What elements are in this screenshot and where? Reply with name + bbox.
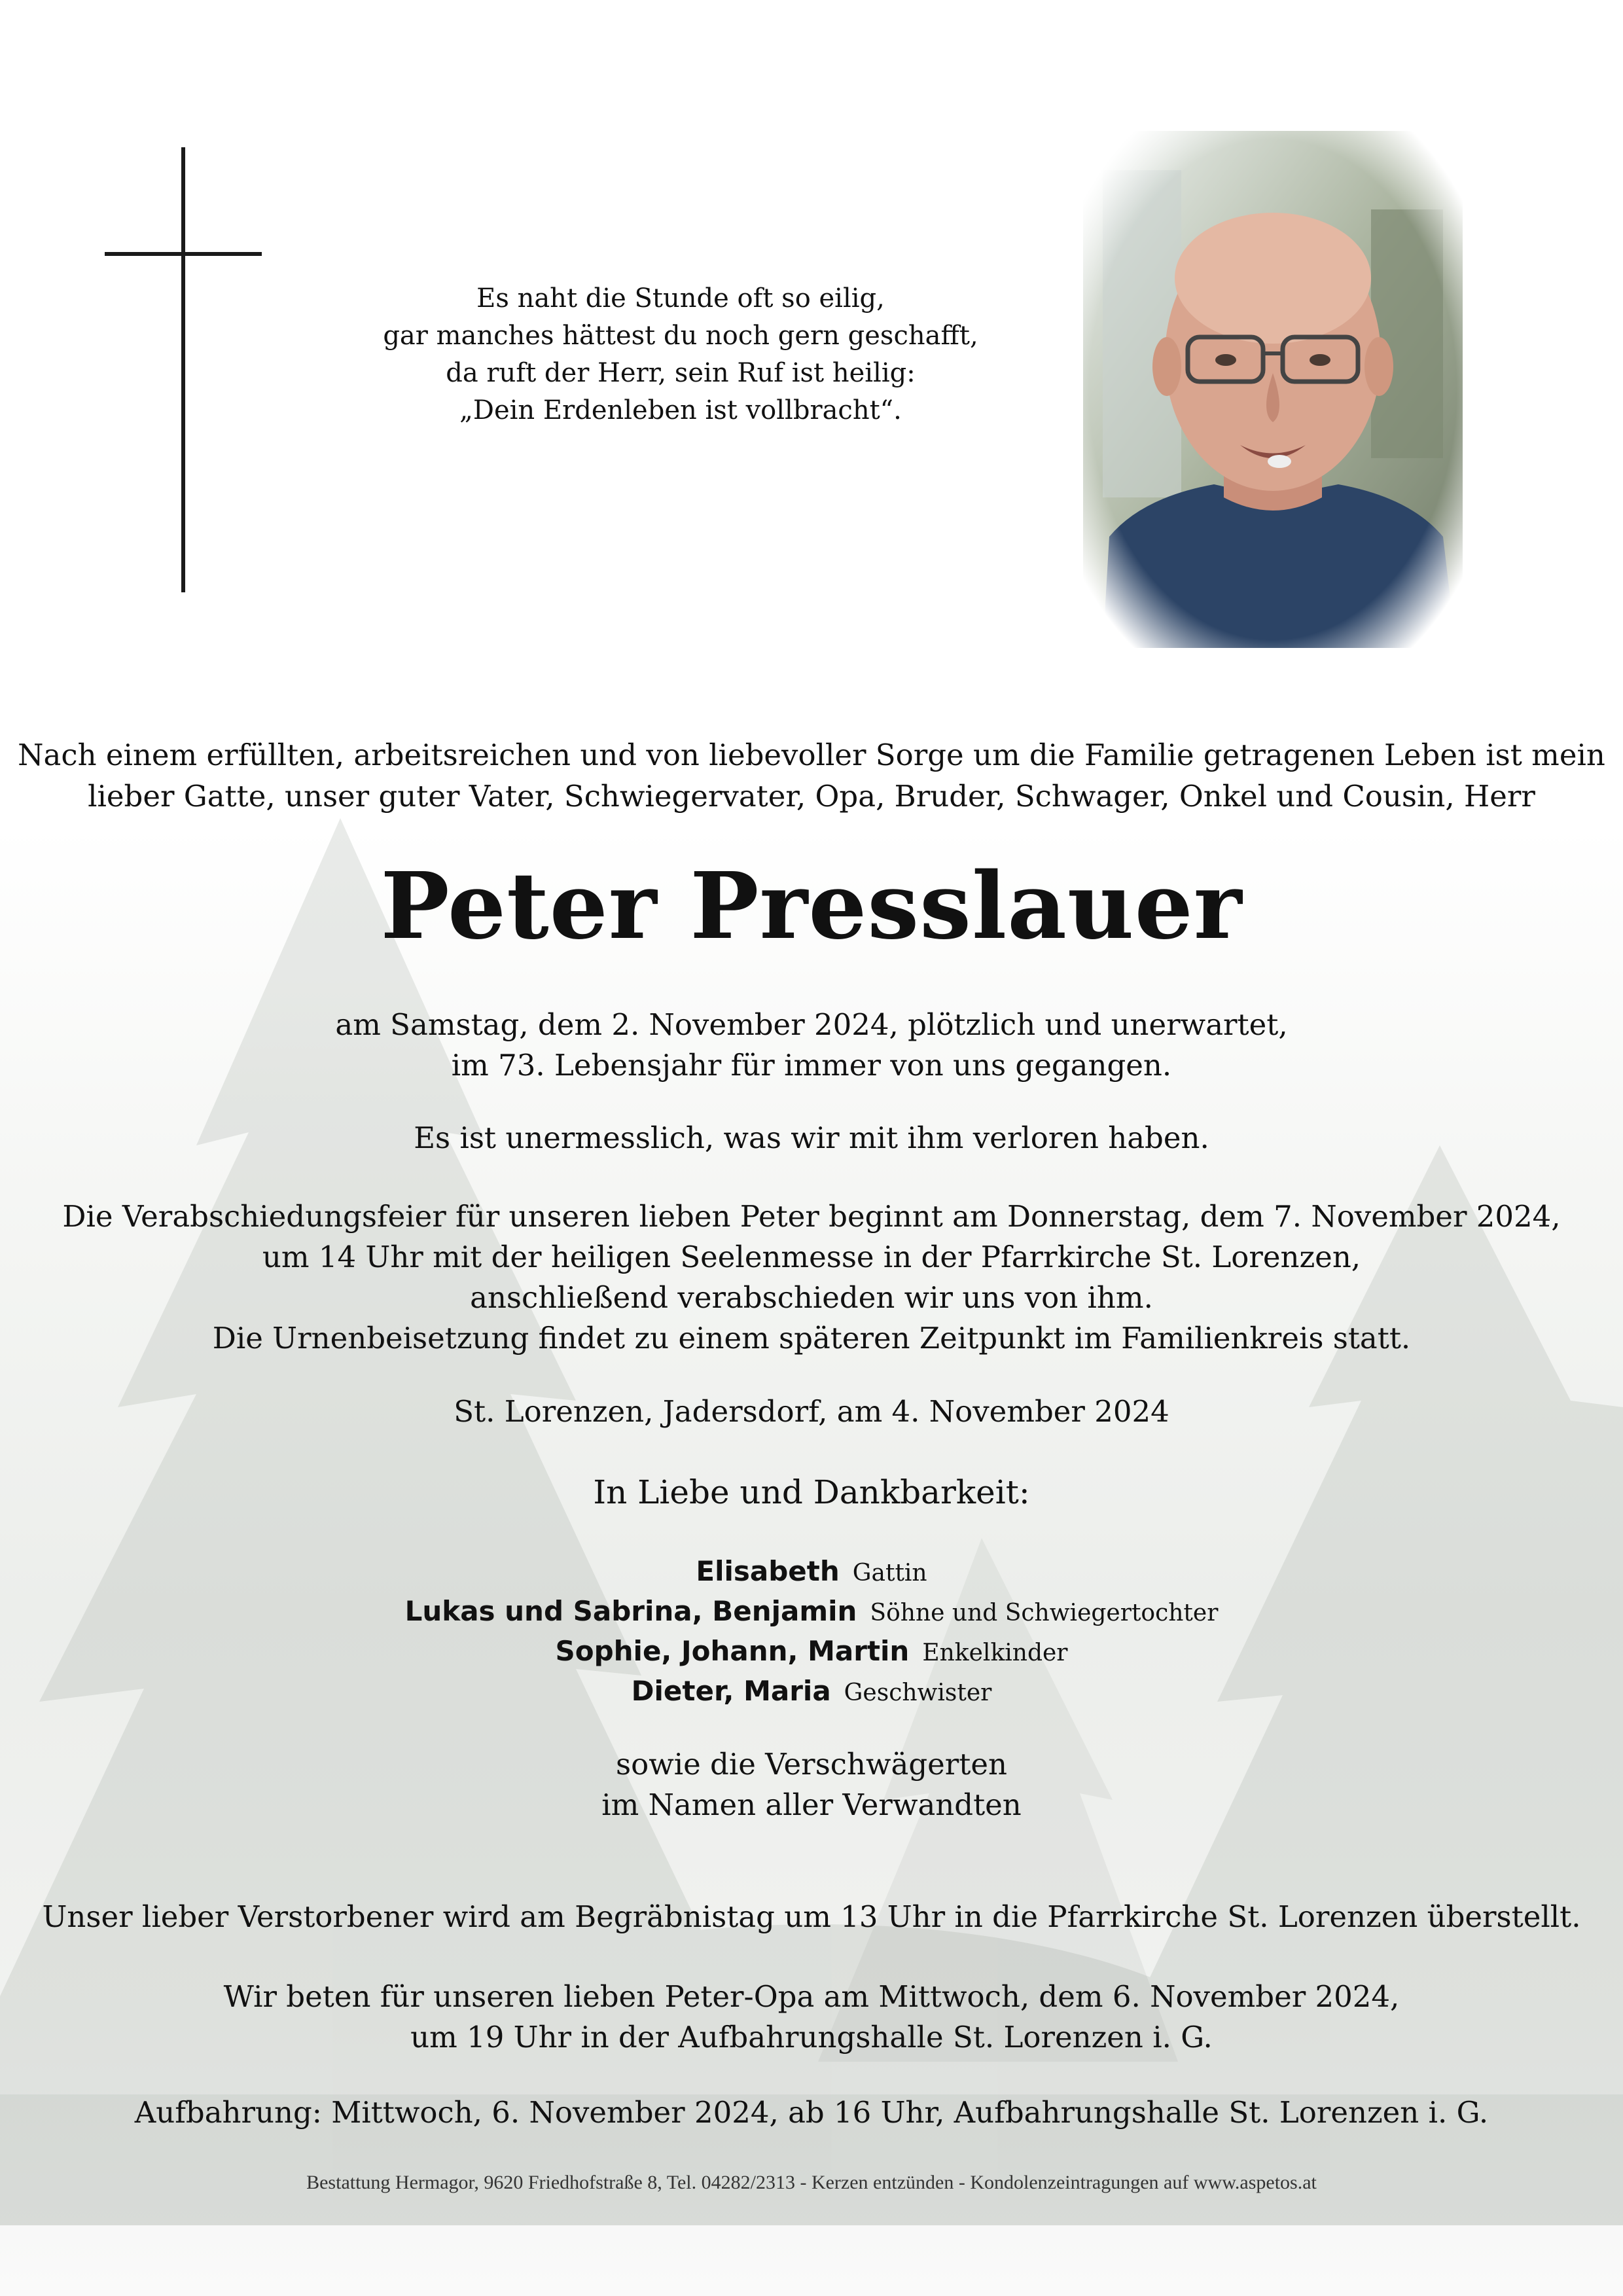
mourner-name: Dieter, Maria [631,1675,831,1707]
mourner-row [0,1672,1623,1712]
ceremony-details [0,1196,1623,1359]
intro-line: Nach einem erfüllten, arbeitsreichen und von liebevoller Sorge um die Familie getragenen Leben ist mein [18,738,1605,772]
deceased-name: Peter Presslauer [380,853,1243,960]
death-line: im 73. Lebensjahr für immer von uns gegangen. [451,1048,1172,1083]
verse-line: gar manches hättest du noch gern geschafft, [383,321,978,351]
thanks-heading: In Liebe und Dankbarkeit: [593,1473,1030,1511]
relatives-note [0,1744,1623,1825]
transfer-note: Unser lieber Verstorbener wird am Begräbnistag um 13 Uhr in die Pfarrkirche St. Lorenzen überstellt. [42,1899,1581,1934]
viewing-note: Aufbahrung: Mittwoch, 6. November 2024, ab 16 Uhr, Aufbahrungshalle St. Lorenzen i. G. [134,2095,1489,2130]
intro-text [0,734,1623,817]
mourner-role: Söhne und Schwiegertochter [870,1600,1219,1626]
prayer-line: Wir beten für unseren lieben Peter-Opa am Mittwoch, dem 6. November 2024, [223,1979,1400,2014]
mourner-role: Gattin [852,1560,927,1587]
death-notice [0,1005,1623,1086]
verse-line: da ruft der Herr, sein Ruf ist heilig: [446,358,916,388]
ceremony-line: anschließend verabschieden wir uns von ihm. [470,1280,1153,1315]
cross-vertical-bar [181,147,185,592]
portrait-photo [1083,131,1463,648]
intro-line: lieber Gatte, unser guter Vater, Schwiegervater, Opa, Bruder, Schwager, Onkel und Cousin, Herr [88,779,1535,814]
ceremony-line: Die Urnenbeisetzung findet zu einem späteren Zeitpunkt im Familienkreis statt. [212,1321,1411,1355]
latin-cross-icon [105,147,262,592]
mourner-row [0,1552,1623,1592]
ceremony-line: um 14 Uhr mit der heiligen Seelenmesse in der Pfarrkirche St. Lorenzen, [262,1240,1361,1274]
funeral-home-footer: Bestattung Hermagor, 9620 Friedhofstraße 8, Tel. 04282/2313 - Kerzen entzünden - Kondolenzeintragungen auf www.aspetos.at [306,2172,1317,2193]
mourner-name: Elisabeth [696,1555,840,1587]
mourners-list [0,1552,1623,1712]
verse-line: Es naht die Stunde oft so eilig, [476,283,885,314]
memorial-verse [353,280,1008,429]
mourner-row [0,1632,1623,1672]
relatives-line: sowie die Verschwägerten [616,1747,1007,1782]
ceremony-line: Die Verabschiedungsfeier für unseren lieben Peter beginnt am Donnerstag, dem 7. November 2024, [62,1199,1561,1234]
cross-horizontal-bar [105,252,262,256]
prayer-line: um 19 Uhr in der Aufbahrungshalle St. Lorenzen i. G. [410,2020,1213,2054]
mourner-row [0,1592,1623,1632]
mourner-name: Lukas und Sabrina, Benjamin [404,1595,857,1627]
mourner-name: Sophie, Johann, Martin [555,1635,910,1667]
verse-line: „Dein Erdenleben ist vollbracht“. [459,395,902,425]
mourner-role: Geschwister [844,1679,992,1706]
relatives-line: im Namen aller Verwandten [601,1787,1022,1822]
place-date: St. Lorenzen, Jadersdorf, am 4. November 2024 [454,1394,1169,1429]
death-line: am Samstag, dem 2. November 2024, plötzlich und unerwartet, [335,1007,1288,1042]
loss-statement: Es ist unermesslich, was wir mit ihm verloren haben. [414,1121,1209,1155]
mourner-role: Enkelkinder [922,1640,1068,1666]
prayer-note [0,1977,1623,2058]
